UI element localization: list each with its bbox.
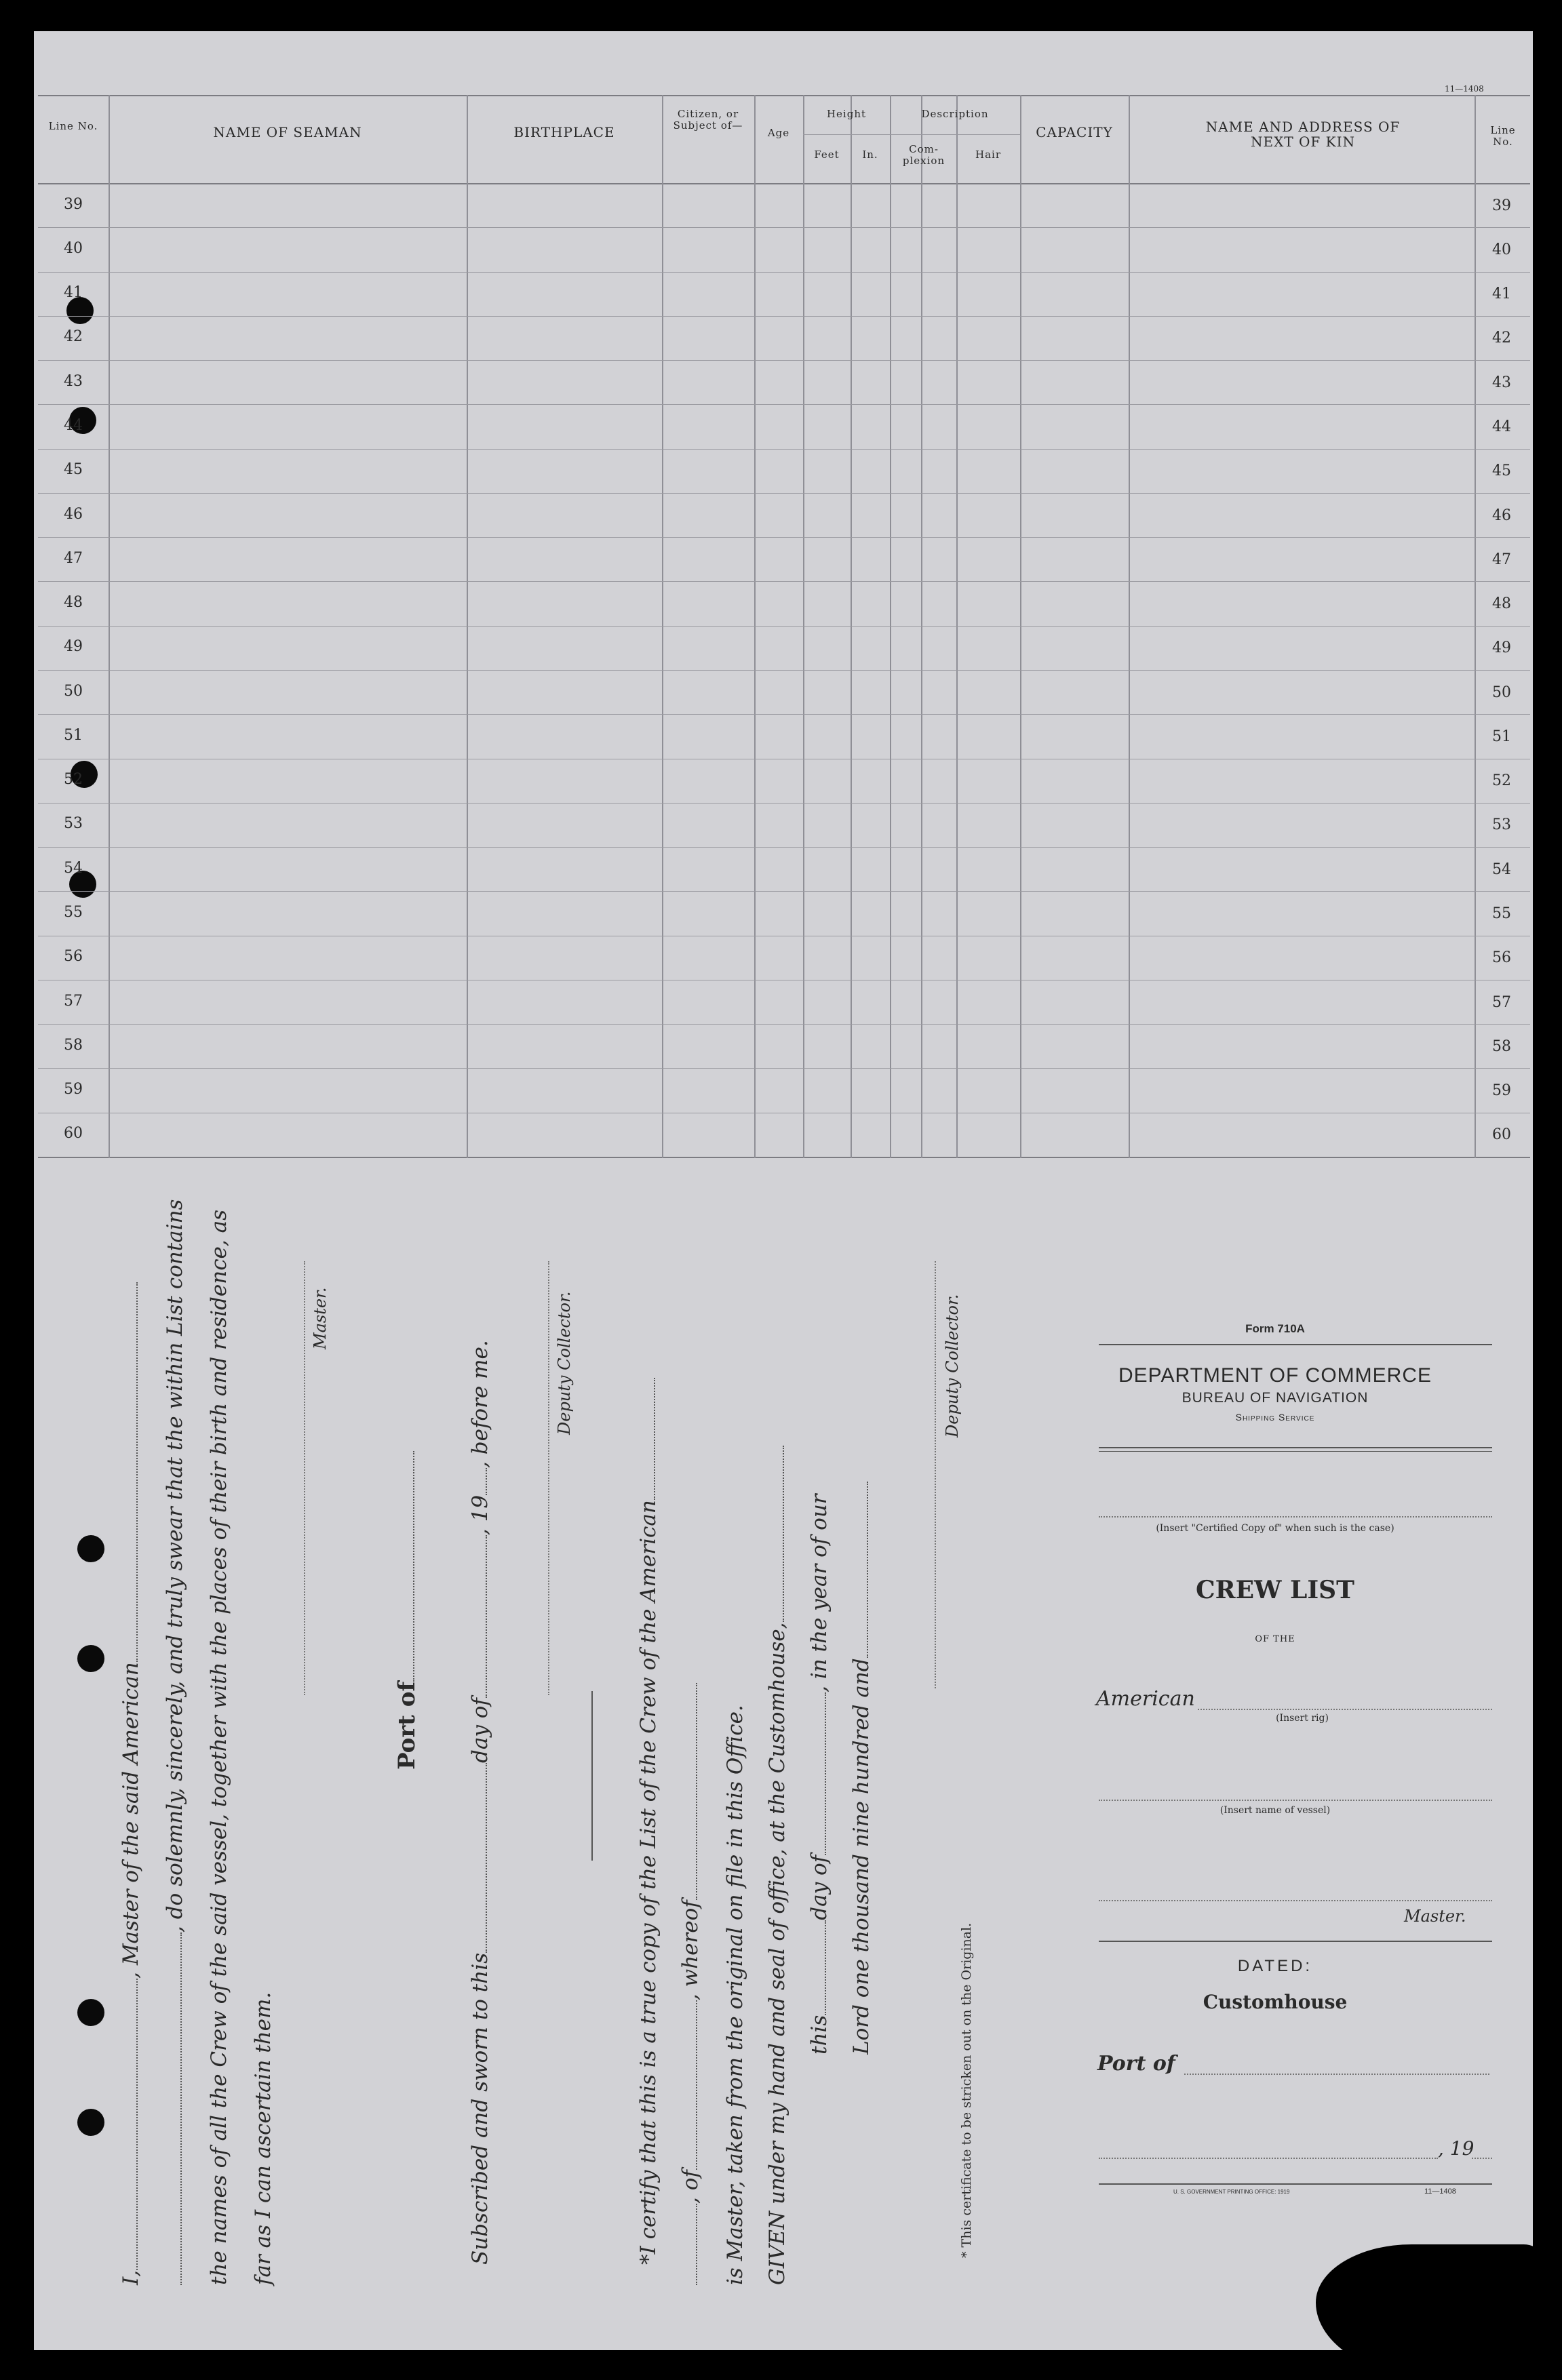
oath-line-2: , do solemnly, sincerely, and truly swear that the within List contains [163, 1199, 187, 2285]
line-number-left: 41 [64, 284, 83, 301]
line-number-right: 44 [1492, 418, 1511, 435]
certify-of-line: , of, whereof [678, 1683, 703, 2285]
row-divider [38, 626, 1530, 627]
line-number-left: 49 [64, 638, 83, 655]
line-number-left: 60 [64, 1125, 83, 1142]
line-number-right: 54 [1492, 861, 1511, 878]
line-number-left: 44 [64, 417, 83, 434]
line-number-right: 60 [1492, 1126, 1511, 1143]
printer-imprint: U. S. GOVERNMENT PRINTING OFFICE: 1919 [1173, 2189, 1290, 2195]
line-number-right: 59 [1492, 1082, 1511, 1099]
line-number-left: 51 [64, 727, 83, 744]
lord-line: Lord one thousand nine hundred and [849, 1482, 874, 2055]
header-line-no-right: Line No. [1490, 124, 1516, 148]
crew-list-title: CREW LIST [1196, 1576, 1354, 1604]
header-next-of-kin: NAME AND ADDRESS OF NEXT OF KIN [1205, 119, 1401, 150]
oath-line-4: far as I can ascertain them. [251, 1991, 275, 2285]
line-number-right: 45 [1492, 462, 1511, 479]
line-number-left: 45 [64, 461, 83, 478]
line-number-right: 49 [1492, 639, 1511, 656]
line-number-right: 52 [1492, 772, 1511, 789]
line-number-left: 42 [64, 328, 83, 345]
of-the-label: OF THE [1255, 1634, 1295, 1644]
dated-label: DATED: [1237, 1957, 1313, 1975]
line-number-left: 39 [64, 196, 83, 213]
header-feet: Feet [814, 148, 840, 161]
line-number-left: 58 [64, 1037, 83, 1054]
master-name-line [1099, 1900, 1492, 1901]
master-label: Master. [311, 1287, 330, 1349]
department-title: DEPARTMENT OF COMMERCE [1118, 1364, 1432, 1387]
deputy-collector2-signature-line [935, 1261, 936, 1688]
line-number-right: 53 [1492, 816, 1511, 833]
line-number-left: 48 [64, 594, 83, 611]
oath-line-3: the names of all the Crew of the said vessel, together with the places of their birth and residence, as [207, 1210, 231, 2285]
line-number-left: 57 [64, 993, 83, 1010]
header-age: Age [767, 127, 790, 139]
line-number-right: 55 [1492, 905, 1511, 922]
rig-line [1198, 1709, 1492, 1710]
cover-rule-2 [1099, 1941, 1492, 1942]
line-number-left: 40 [64, 240, 83, 257]
bureau-title: BUREAU OF NAVIGATION [1182, 1390, 1369, 1406]
row-divider [38, 227, 1530, 228]
port-of-label: Port of [393, 1451, 421, 1770]
line-number-left: 54 [64, 860, 83, 877]
header-capacity: CAPACITY [1036, 124, 1113, 140]
line-number-left: 50 [64, 683, 83, 700]
master-signature-line [304, 1261, 305, 1695]
cover-year-line [1472, 2158, 1492, 2159]
row-divider [38, 670, 1530, 671]
is-master-line: is Master, taken from the original on file in this Office. [723, 1705, 747, 2285]
header-description: Description [921, 108, 989, 120]
service-title: Shipping Service [1235, 1412, 1315, 1423]
footnote: * This certificate to be stricken out on the Original. [959, 1922, 974, 2258]
insert-vessel-note: (Insert name of vessel) [1219, 1805, 1331, 1816]
deputy-collector-signature-line [548, 1261, 549, 1695]
line-number-right: 41 [1492, 285, 1511, 302]
certify-line: *I certify that this is a true copy of the List of the Crew of the American [636, 1378, 661, 2265]
form-code-top: 11—1408 [1445, 84, 1484, 94]
line-number-right: 39 [1492, 197, 1511, 214]
cover-port-line [1184, 2074, 1489, 2075]
given-line: GIVEN under my hand and seal of office, at the Customhouse, [765, 1446, 789, 2286]
punch-hole [77, 2109, 104, 2136]
form-number: Form 710A [1245, 1322, 1305, 1335]
line-number-right: 42 [1492, 330, 1511, 346]
line-number-left: 43 [64, 373, 83, 390]
punch-hole [77, 1645, 104, 1672]
cover-nineteen: , 19 [1438, 2137, 1475, 2160]
insert-certified-note: (Insert "Certified Copy of" when such is the case) [1156, 1523, 1394, 1534]
american-label: American [1096, 1687, 1195, 1711]
line-number-right: 40 [1492, 241, 1511, 258]
row-divider [38, 316, 1530, 317]
header-line-no: Line No. [48, 120, 98, 132]
punch-hole [77, 1999, 104, 2026]
cover-bottom-rule [1099, 2183, 1492, 2185]
row-divider [38, 714, 1530, 715]
header-hair: Hair [975, 148, 1001, 161]
line-number-right: 58 [1492, 1038, 1511, 1055]
line-number-right: 47 [1492, 551, 1511, 568]
row-divider [38, 537, 1530, 538]
torn-corner [1316, 2244, 1540, 2380]
header-citizen: Citizen, or Subject of— [673, 108, 743, 132]
this-day-line: thisday of, in the year of our [807, 1494, 832, 2055]
deputy-collector2-label: Deputy Collector. [943, 1294, 962, 1437]
line-number-right: 51 [1492, 728, 1511, 745]
row-divider [38, 1068, 1530, 1069]
row-divider [38, 493, 1530, 494]
header-birthplace: BIRTHPLACE [513, 124, 615, 140]
cover-master-label: Master. [1404, 1907, 1466, 1926]
line-number-right: 57 [1492, 994, 1511, 1011]
certified-copy-line [1099, 1516, 1492, 1518]
header-inches: In. [862, 148, 878, 161]
line-number-right: 43 [1492, 374, 1511, 391]
cover-double-rule [1099, 1447, 1492, 1448]
header-name-of-seaman: NAME OF SEAMAN [213, 124, 362, 140]
row-divider [38, 891, 1530, 892]
line-number-left: 56 [64, 948, 83, 965]
cover-rule [1099, 1344, 1492, 1345]
row-divider [38, 1024, 1530, 1025]
line-number-right: 50 [1492, 684, 1511, 701]
header-height: Height [826, 108, 867, 120]
row-divider [38, 803, 1530, 804]
cover-date-line [1099, 2158, 1438, 2159]
row-divider [38, 360, 1530, 361]
row-divider [38, 272, 1530, 273]
line-number-left: 53 [64, 815, 83, 832]
line-number-right: 48 [1492, 595, 1511, 612]
line-number-left: 46 [64, 506, 83, 523]
insert-rig-note: (Insert rig) [1276, 1713, 1329, 1724]
line-number-left: 52 [64, 771, 83, 788]
line-number-right: 56 [1492, 949, 1511, 966]
line-number-left: 55 [64, 904, 83, 921]
line-number-right: 46 [1492, 507, 1511, 524]
row-divider [38, 847, 1530, 848]
header-complexion: Com- plexion [902, 143, 945, 167]
line-number-left: 47 [64, 550, 83, 567]
crew-table [38, 95, 1530, 1158]
row-divider [38, 404, 1530, 405]
row-divider [38, 449, 1530, 450]
oath-line-1: I,, Master of the said American [119, 1282, 143, 2285]
cover-port-of-label: Port of [1097, 2052, 1175, 2076]
cover-double-rule [1099, 1451, 1492, 1452]
line-number-left: 59 [64, 1081, 83, 1098]
separator-line [591, 1691, 593, 1861]
row-divider [38, 581, 1530, 582]
customhouse-label: Customhouse [1203, 1991, 1348, 2013]
punch-hole [77, 1535, 104, 1562]
vessel-name-line [1099, 1800, 1492, 1801]
cover-form-code: 11—1408 [1424, 2187, 1456, 2196]
subscribed-line: Subscribed and sworn to thisday of, 19, before me. [468, 1340, 492, 2265]
deputy-collector-label: Deputy Collector. [555, 1291, 574, 1435]
